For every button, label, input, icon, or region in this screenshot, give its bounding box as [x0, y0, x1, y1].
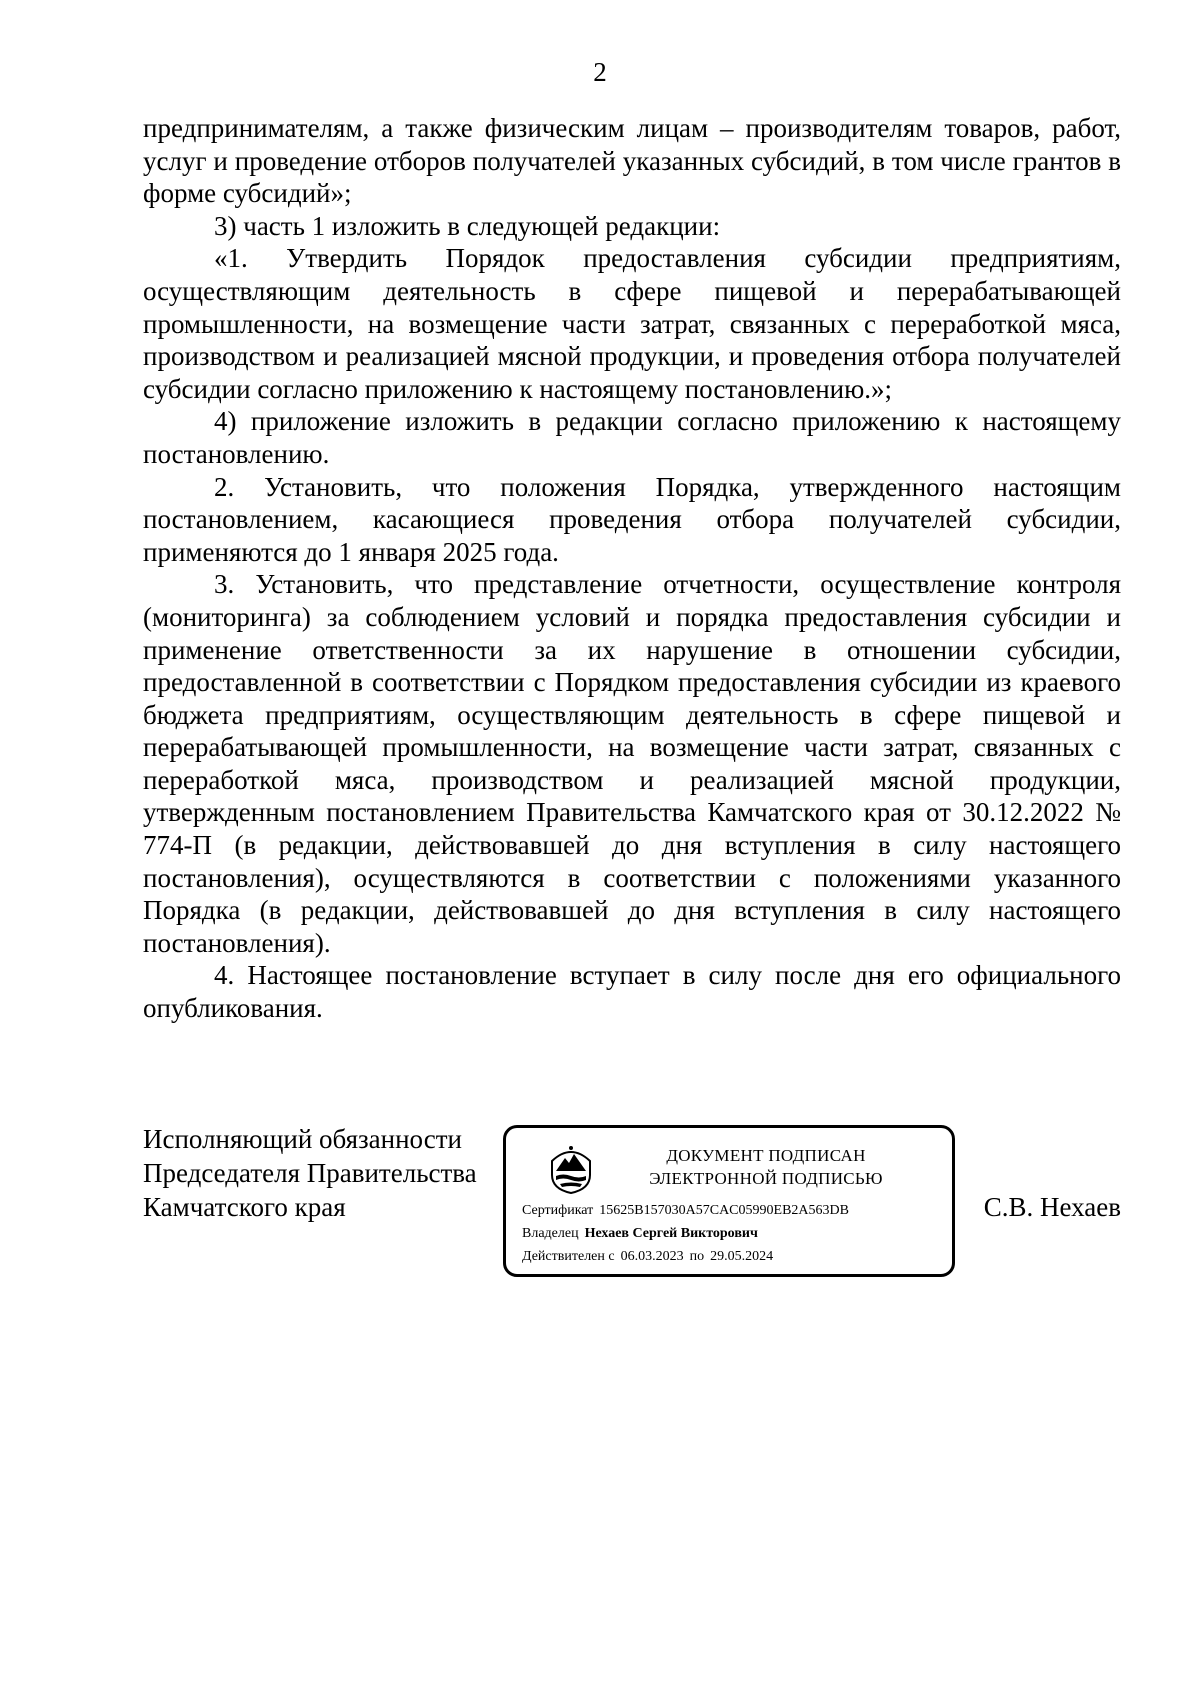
paragraph-2: 3) часть 1 изложить в следующей редакции: [214, 210, 721, 241]
signatory-position-line-3: Камчатского края [143, 1192, 346, 1222]
stamp-heading-line-1: ДОКУМЕНТ ПОДПИСАН [666, 1146, 866, 1165]
paragraph-7: 4. Настоящее постановление вступает в силу после дня его официального опубликования. [143, 960, 1121, 1024]
paragraph-4: 4) приложение изложить в редакции согласно приложению к настоящему постановлению. [143, 406, 1121, 469]
signature-block [143, 1122, 1121, 1302]
signatory-position-line-2: Председателя Правительства [143, 1158, 477, 1188]
stamp-certificate-label: Сертификат [522, 1203, 594, 1218]
stamp-owner-row [522, 1225, 758, 1243]
stamp-heading [616, 1144, 916, 1190]
paragraph-3: «1. Утвердить Порядок предоставления субсидии предприятиям, осуществляющим деятельность в сфере пищевой и перерабатывающей промышленности, на возмещение части затрат, связанных с переработкой мяса, производством и реализацией мясной продукции, и проведения отбора получателей субсидии согласно приложению к настоящему постановлению.»; [143, 243, 1121, 404]
paragraph-5: 2. Установить, что положения Порядка, утвержденного настоящим постановлением, касающиеся проведения отбора получателей субсидии, применяются до 1 января 2025 года. [143, 471, 1121, 567]
stamp-valid-from: 06.03.2023 [620, 1249, 684, 1264]
signatory-name: С.В. Нехаев [983, 1192, 1121, 1222]
signatory-position [143, 1122, 477, 1224]
stamp-certificate-value: 15625B157030A57CAC05990EB2A563DB [599, 1203, 849, 1218]
stamp-owner-label: Владелец [522, 1226, 579, 1241]
signatory-position-line-1: Исполняющий обязанности [143, 1124, 462, 1154]
stamp-valid-to-label: по [689, 1249, 705, 1264]
stamp-certificate-row [522, 1202, 849, 1220]
stamp-owner-value: Нехаев Сергей Викторович [584, 1226, 758, 1241]
stamp-heading-line-2: ЭЛЕКТРОННОЙ ПОДПИСЬЮ [649, 1169, 883, 1188]
kamchatka-emblem-icon [546, 1145, 596, 1195]
paragraph-6: 3. Установить, что представление отчетности, осуществление контроля (мониторинга) за соблюдением условий и порядка предоставления субсидии и применение ответственности за их нарушение в отношении субсидии, предоставленной в соответствии с Порядком предоставления субсидии из краевого бюджета предприятиям, осуществляющим деятельность в сфере пищевой и перерабатывающей промышленности, на возмещение части затрат, связанных с переработкой мяса, производством и реализацией мясной продукции, утвержденным постановлением Правительства Камчатского края от 30.12.2022 № 774-П (в редакции, действовавшей до дня вступления в силу настоящего постановления), осуществляются в соответствии с положениями указанного Порядка (в редакции, действовавшей до дня вступления в силу настоящего постановления). [143, 569, 1121, 958]
page-number: 2 [593, 57, 607, 87]
paragraph-1: предпринимателям, а также физическим лицам – производителям товаров, работ, услуг и проведение отборов получателей указанных субсидий, в том числе грантов в форме субсидий»; [143, 113, 1121, 209]
document-body [143, 112, 1121, 1025]
stamp-valid-from-label: Действителен с [522, 1249, 615, 1264]
stamp-validity-row [522, 1248, 773, 1266]
stamp-valid-to: 29.05.2024 [710, 1249, 774, 1264]
electronic-signature-stamp [503, 1125, 955, 1277]
